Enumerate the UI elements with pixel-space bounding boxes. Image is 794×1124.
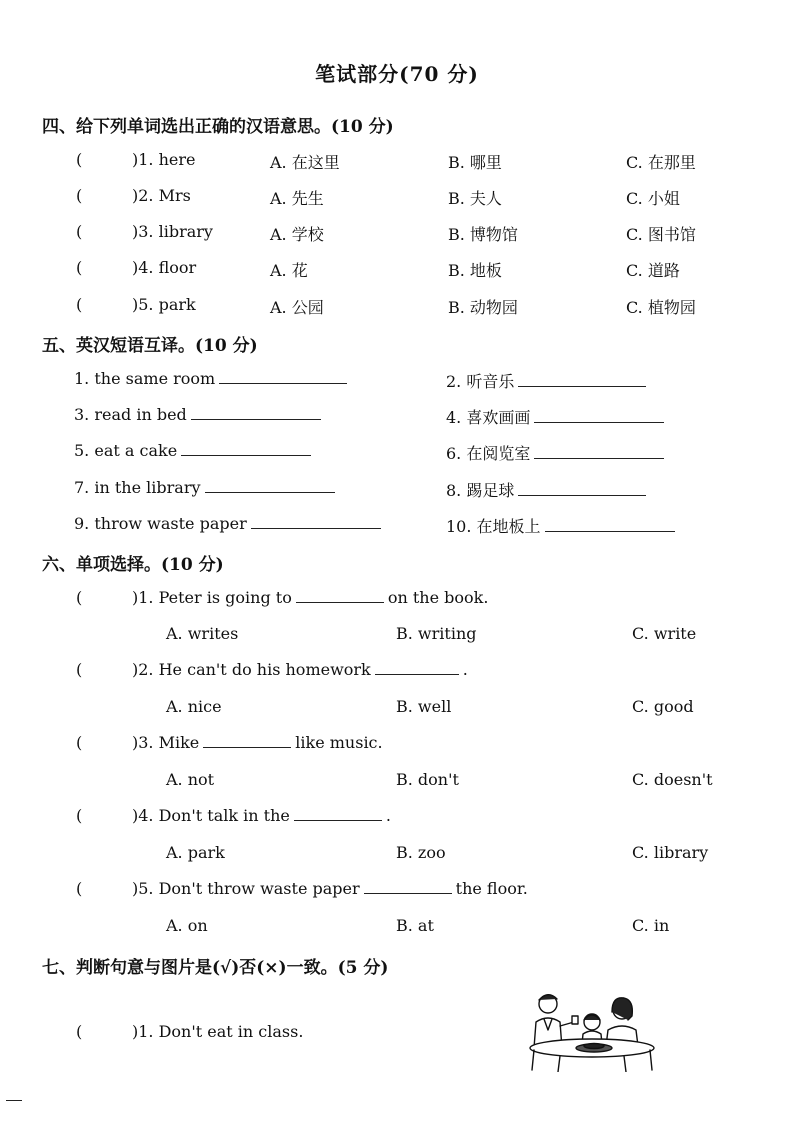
option-a: A. on [166, 916, 208, 935]
answer-blank[interactable] [518, 481, 646, 496]
answer-paren[interactable]: ( [76, 258, 83, 277]
question-stem: )1. Peter is going to on the book. [132, 588, 489, 607]
section-4-heading: 四、给下列单词选出正确的汉语意思。(10 分) [42, 117, 394, 137]
phrase-item: 9. throw waste paper [74, 514, 381, 533]
option-c: C. 道路 [626, 261, 680, 280]
option-a: A. writes [166, 624, 239, 643]
answer-paren[interactable]: ( [76, 222, 83, 241]
question-stem: )3. Mike like music. [132, 733, 383, 752]
answer-blank[interactable] [364, 879, 452, 894]
answer-blank[interactable] [534, 444, 664, 459]
phrase-item: 4. 喜欢画画 [446, 405, 664, 428]
option-b: B. 地板 [448, 261, 502, 280]
answer-blank[interactable] [191, 405, 321, 420]
section-7-heading: 七、判断句意与图片是(√)否(×)一致。(5 分) [42, 958, 389, 978]
option-c: C. 图书馆 [626, 225, 696, 244]
answer-paren[interactable]: ( [76, 186, 83, 205]
answer-blank[interactable] [203, 733, 291, 748]
option-b: B. 动物园 [448, 298, 518, 317]
section-6-heading: 六、单项选择。(10 分) [42, 555, 224, 575]
answer-blank[interactable] [375, 660, 459, 675]
answer-paren[interactable]: ( [76, 1022, 83, 1041]
judge-sentence: )1. Don't eat in class. [132, 1022, 304, 1041]
section-5-heading: 五、英汉短语互译。(10 分) [42, 336, 258, 356]
option-b: B. writing [396, 624, 477, 643]
answer-blank[interactable] [518, 372, 646, 387]
option-c: C. doesn't [632, 770, 713, 789]
option-c: C. 在那里 [626, 153, 696, 172]
answer-blank[interactable] [219, 369, 347, 384]
question-word: )4. floor [132, 258, 197, 277]
option-b: B. at [396, 916, 434, 935]
page-edge-mark [6, 1100, 22, 1101]
option-b: B. zoo [396, 843, 446, 862]
option-a: A. 先生 [270, 189, 324, 208]
option-b: B. 哪里 [448, 153, 502, 172]
answer-blank[interactable] [545, 517, 675, 532]
answer-blank[interactable] [251, 514, 381, 529]
answer-paren[interactable]: ( [76, 806, 83, 825]
phrase-item: 1. the same room [74, 369, 347, 388]
option-a: A. not [166, 770, 215, 789]
question-stem: )5. Don't throw waste paper the floor. [132, 879, 528, 898]
option-a: A. park [166, 843, 225, 862]
answer-blank[interactable] [534, 408, 664, 423]
option-b: B. well [396, 697, 452, 716]
option-c: C. library [632, 843, 709, 862]
phrase-item: 3. read in bed [74, 405, 321, 424]
answer-blank[interactable] [181, 441, 311, 456]
option-b: B. 夫人 [448, 189, 502, 208]
option-a: A. 公园 [270, 298, 324, 317]
option-c: C. 植物园 [626, 298, 696, 317]
phrase-item: 6. 在阅览室 [446, 441, 664, 464]
answer-blank[interactable] [296, 588, 384, 603]
question-word: )2. Mrs [132, 186, 191, 205]
phrase-item: 7. in the library [74, 478, 335, 497]
phrase-item: 5. eat a cake [74, 441, 311, 460]
question-stem: )4. Don't talk in the . [132, 806, 391, 825]
option-a: A. nice [166, 697, 222, 716]
option-c: C. 小姐 [626, 189, 680, 208]
answer-paren[interactable]: ( [76, 588, 83, 607]
option-c: C. write [632, 624, 697, 643]
option-a: A. 学校 [270, 225, 324, 244]
phrase-item: 10. 在地板上 [446, 514, 675, 537]
option-b: B. 博物馆 [448, 225, 518, 244]
answer-paren[interactable]: ( [76, 660, 83, 679]
family-eating-illustration [520, 986, 660, 1072]
question-stem: )2. He can't do his homework . [132, 660, 468, 679]
phrase-item: 8. 踢足球 [446, 478, 646, 501]
answer-paren[interactable]: ( [76, 295, 83, 314]
option-c: C. in [632, 916, 670, 935]
option-c: C. good [632, 697, 694, 716]
question-word: )1. here [132, 150, 196, 169]
option-a: A. 在这里 [270, 153, 340, 172]
question-word: )3. library [132, 222, 213, 241]
page-title: 笔试部分(70 分) [315, 62, 479, 86]
answer-paren[interactable]: ( [76, 879, 83, 898]
answer-blank[interactable] [294, 806, 382, 821]
option-b: B. don't [396, 770, 459, 789]
answer-paren[interactable]: ( [76, 733, 83, 752]
question-word: )5. park [132, 295, 196, 314]
option-a: A. 花 [270, 261, 308, 280]
answer-blank[interactable] [205, 478, 335, 493]
answer-paren[interactable]: ( [76, 150, 83, 169]
phrase-item: 2. 听音乐 [446, 369, 646, 392]
